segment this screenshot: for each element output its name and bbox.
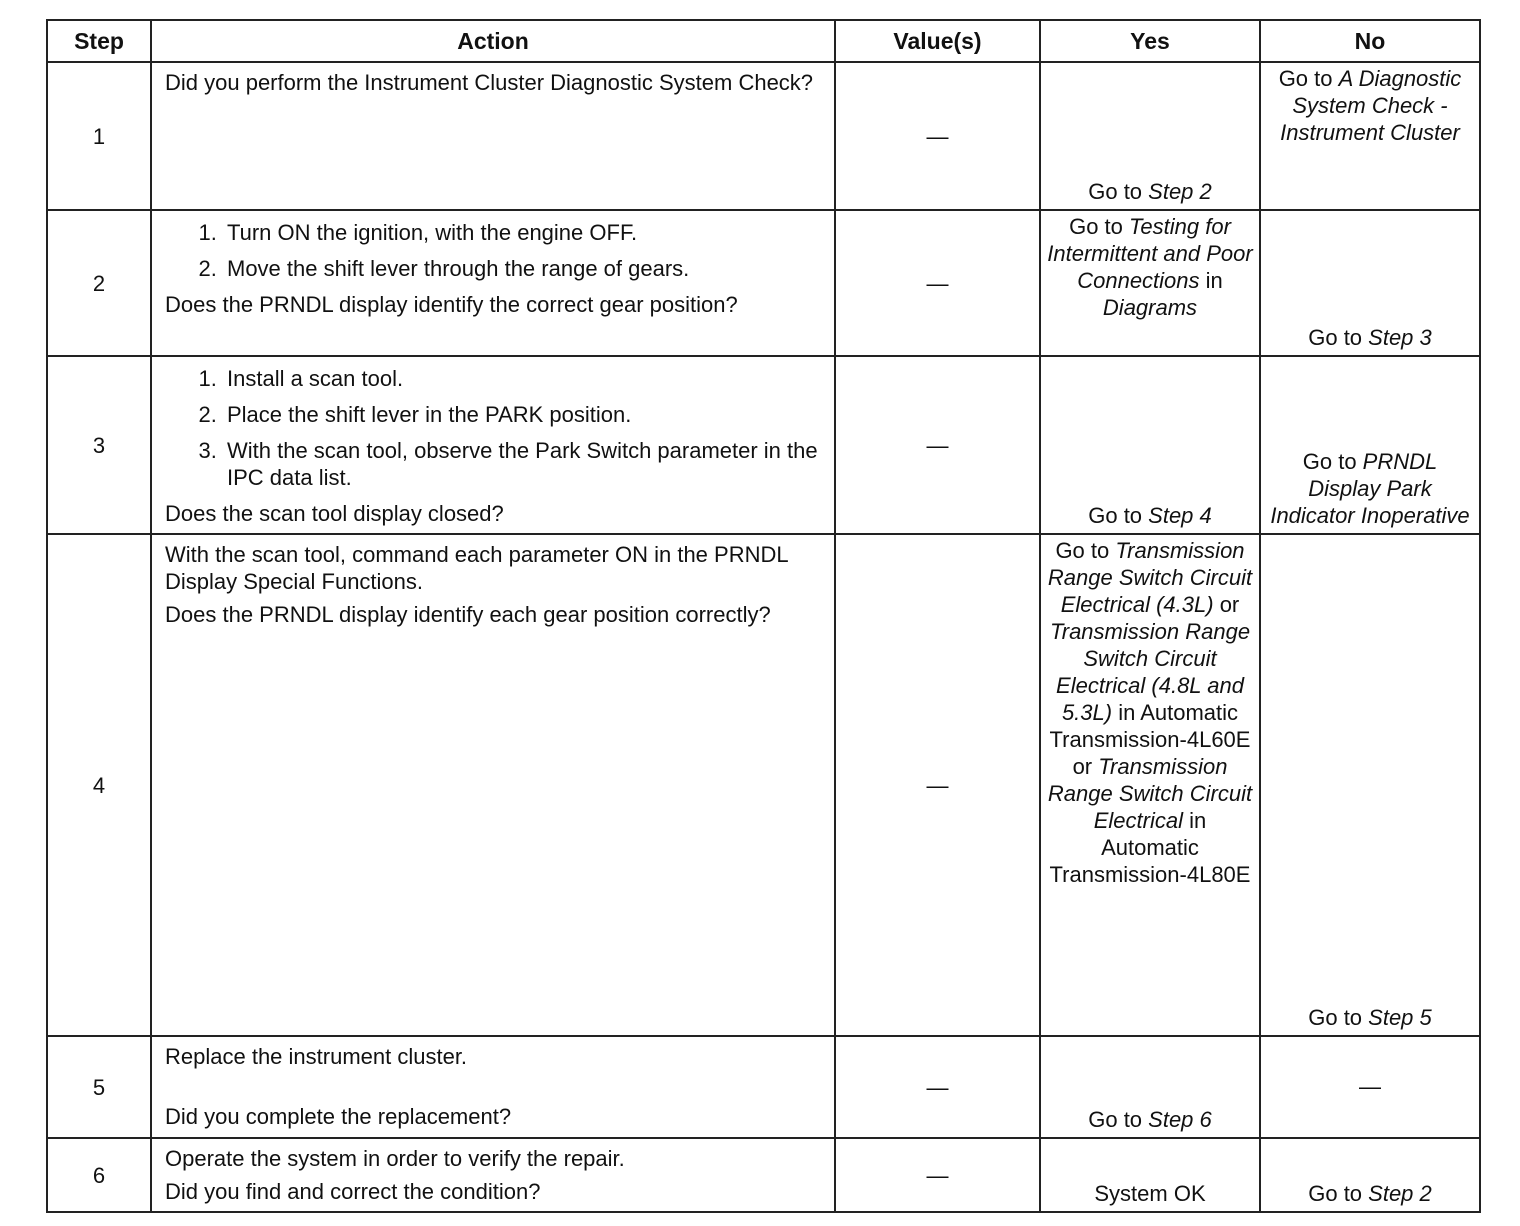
values-cell: — xyxy=(835,534,1040,1036)
yes-cell xyxy=(1040,1036,1260,1138)
no-prefix: Go to xyxy=(1308,1005,1369,1030)
yes-prefix: Go to xyxy=(1088,1107,1149,1132)
yes-cell xyxy=(1040,62,1260,210)
yes-link[interactable]: Step 6 xyxy=(1148,1107,1212,1132)
action-cell xyxy=(151,356,835,534)
yes-prefix: Go to xyxy=(1055,538,1116,563)
no-prefix: Go to xyxy=(1278,66,1339,91)
step-number: 6 xyxy=(47,1138,151,1212)
action-cell xyxy=(151,210,835,356)
action-list-item: 2. Move the shift lever through the range of gears. xyxy=(223,255,824,282)
header-no: No xyxy=(1260,20,1480,62)
diagnostic-table xyxy=(46,19,1481,1213)
yes-in: in Automatic Transmission-4L60E or xyxy=(1049,700,1251,779)
header-action: Action xyxy=(151,20,835,62)
action-cell xyxy=(151,1138,835,1212)
no-cell xyxy=(1260,534,1480,1036)
yes-cell: System OK xyxy=(1040,1138,1260,1212)
action-list-item: 1. Turn ON the ignition, with the engine OFF. xyxy=(223,219,824,246)
action-list-item: 3. With the scan tool, observe the Park Switch parameter in the IPC data list. xyxy=(223,437,824,491)
values-cell: — xyxy=(835,356,1040,534)
action-list-item: 2. Place the shift lever in the PARK position. xyxy=(223,401,824,428)
step-number: 5 xyxy=(47,1036,151,1138)
action-list xyxy=(165,365,824,491)
action-text: Replace the instrument cluster. xyxy=(165,1044,468,1069)
table-row xyxy=(47,1036,1480,1138)
no-link[interactable]: Step 3 xyxy=(1368,325,1432,350)
action-cell xyxy=(151,62,835,210)
action-text: Did you perform the Instrument Cluster Diagnostic System Check? xyxy=(165,70,814,95)
yes-prefix: Go to xyxy=(1088,503,1149,528)
yes-in-2: in Automatic Transmission-4L80E xyxy=(1049,808,1251,887)
step-number: 1 xyxy=(47,62,151,210)
yes-cell xyxy=(1040,356,1260,534)
values-cell: — xyxy=(835,1036,1040,1138)
no-cell xyxy=(1260,1138,1480,1212)
table-row xyxy=(47,356,1480,534)
action-cell xyxy=(151,534,835,1036)
no-cell xyxy=(1260,356,1480,534)
action-question: Does the PRNDL display identify each gear position correctly? xyxy=(165,602,771,627)
yes-mid: in xyxy=(1199,268,1223,293)
yes-link[interactable]: Step 2 xyxy=(1148,179,1212,204)
header-step: Step xyxy=(47,20,151,62)
yes-cell xyxy=(1040,210,1260,356)
yes-link[interactable]: Testing for Intermittent and Poor Connections xyxy=(1047,214,1253,293)
yes-cell xyxy=(1040,534,1260,1036)
action-text: Operate the system in order to verify the repair. xyxy=(165,1146,625,1171)
values-cell: — xyxy=(835,1138,1040,1212)
yes-prefix: Go to xyxy=(1088,179,1149,204)
step-number: 2 xyxy=(47,210,151,356)
no-link[interactable]: Step 2 xyxy=(1368,1181,1432,1206)
step-number: 4 xyxy=(47,534,151,1036)
table-row xyxy=(47,1138,1480,1212)
table-row xyxy=(47,62,1480,210)
no-link[interactable]: Step 5 xyxy=(1368,1005,1432,1030)
values-cell: — xyxy=(835,210,1040,356)
action-list xyxy=(165,219,824,282)
no-prefix: Go to xyxy=(1302,449,1363,474)
yes-link-2[interactable]: Transmission Range Switch Circuit Electrical (4.8L and 5.3L) xyxy=(1049,619,1251,725)
action-list-item: 1. Install a scan tool. xyxy=(223,365,824,392)
no-cell xyxy=(1260,210,1480,356)
action-question: Does the scan tool display closed? xyxy=(165,501,504,526)
yes-link[interactable]: Step 4 xyxy=(1148,503,1212,528)
header-values: Value(s) xyxy=(835,20,1040,62)
action-question: Did you find and correct the condition? xyxy=(165,1179,541,1204)
action-question: Does the PRNDL display identify the correct gear position? xyxy=(165,292,738,317)
action-text: With the scan tool, command each parameter ON in the PRNDL Display Special Functions. xyxy=(165,542,788,594)
header-row xyxy=(47,20,1480,62)
yes-or: or xyxy=(1213,592,1240,617)
no-cell xyxy=(1260,62,1480,210)
yes-link[interactable]: Transmission Range Switch Circuit Electrical (4.3L) xyxy=(1047,538,1253,617)
action-question: Did you complete the replacement? xyxy=(165,1104,512,1129)
no-prefix: Go to xyxy=(1308,1181,1369,1206)
action-cell xyxy=(151,1036,835,1138)
yes-link-2[interactable]: Diagrams xyxy=(1102,295,1198,320)
table-row xyxy=(47,210,1480,356)
values-cell: — xyxy=(835,62,1040,210)
no-link[interactable]: A Diagnostic System Check - Instrument Cluster xyxy=(1280,66,1462,145)
yes-prefix: Go to xyxy=(1069,214,1129,239)
header-yes: Yes xyxy=(1040,20,1260,62)
table-row xyxy=(47,534,1480,1036)
yes-link-3[interactable]: Transmission Range Switch Circuit Electrical xyxy=(1047,754,1253,833)
no-cell: — xyxy=(1260,1036,1480,1138)
no-link[interactable]: PRNDL Display Park Indicator Inoperative xyxy=(1270,449,1470,528)
no-prefix: Go to xyxy=(1308,325,1369,350)
step-number: 3 xyxy=(47,356,151,534)
